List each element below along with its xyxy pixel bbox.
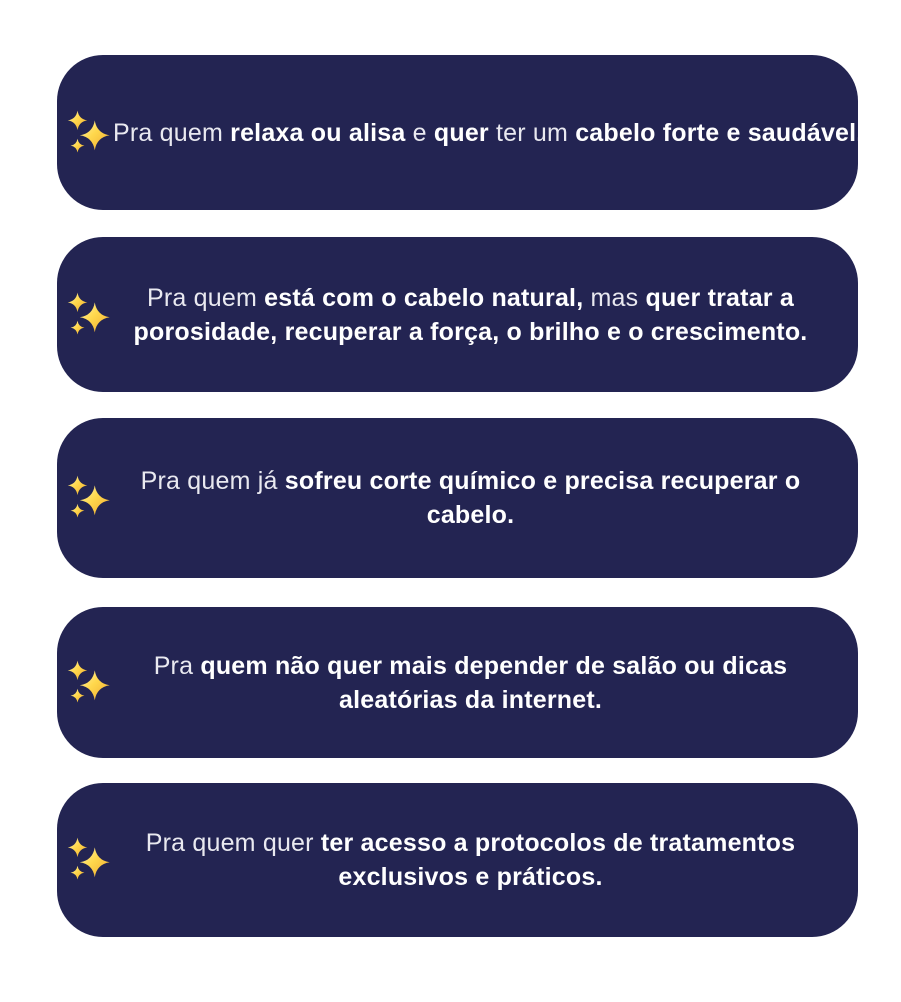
bold-text: quer tratar a [645, 283, 794, 312]
text-line [113, 683, 828, 717]
bold-text: porosidade, recuperar a força, o brilho e o crescimento. [133, 317, 808, 346]
bold-text: quer [433, 118, 489, 147]
regular-text: Pra quem [113, 118, 231, 147]
regular-text: mas [583, 283, 646, 312]
bold-text: está com o cabelo natural, [264, 283, 584, 312]
benefit-text [113, 464, 838, 532]
bold-text: cabelo forte e saudável. [575, 118, 864, 147]
benefit-text [113, 116, 873, 150]
regular-text: Pra [153, 651, 201, 680]
benefit-text [113, 649, 838, 717]
benefit-card-1 [57, 55, 864, 210]
text-line [113, 649, 828, 683]
benefit-card-2 [57, 237, 858, 392]
sparkles-icon [65, 107, 113, 159]
benefit-text [113, 826, 838, 894]
bold-text: quem não quer mais depender de salão ou dicas [200, 651, 788, 680]
regular-text: Pra quem quer [145, 829, 321, 857]
regular-text: e [405, 118, 434, 147]
text-line [113, 116, 863, 150]
benefit-card-5 [57, 783, 858, 937]
bold-text: sofreu corte químico e precisa recuperar o [284, 467, 801, 495]
bold-text: exclusivos e práticos. [338, 863, 603, 891]
sparkles-icon [65, 289, 113, 341]
bold-text: aleatórias da internet. [338, 685, 603, 714]
text-line [113, 826, 828, 860]
sparkles-icon [65, 834, 113, 886]
text-line [113, 464, 828, 498]
regular-text: Pra quem já [140, 467, 285, 495]
text-line [113, 281, 828, 315]
bold-text: relaxa ou alisa [230, 118, 406, 147]
sparkles-icon [65, 472, 113, 524]
text-line [113, 498, 828, 532]
benefit-text [113, 281, 838, 349]
regular-text: ter um [488, 118, 576, 147]
text-line [113, 315, 828, 349]
regular-text: Pra quem [147, 283, 265, 312]
benefit-card-3 [57, 418, 858, 578]
text-line [113, 860, 828, 894]
sparkles-icon [65, 657, 113, 709]
bold-text: cabelo. [426, 501, 515, 529]
benefit-card-4 [57, 607, 858, 758]
bold-text: ter acesso a protocolos de tratamentos [320, 829, 796, 857]
